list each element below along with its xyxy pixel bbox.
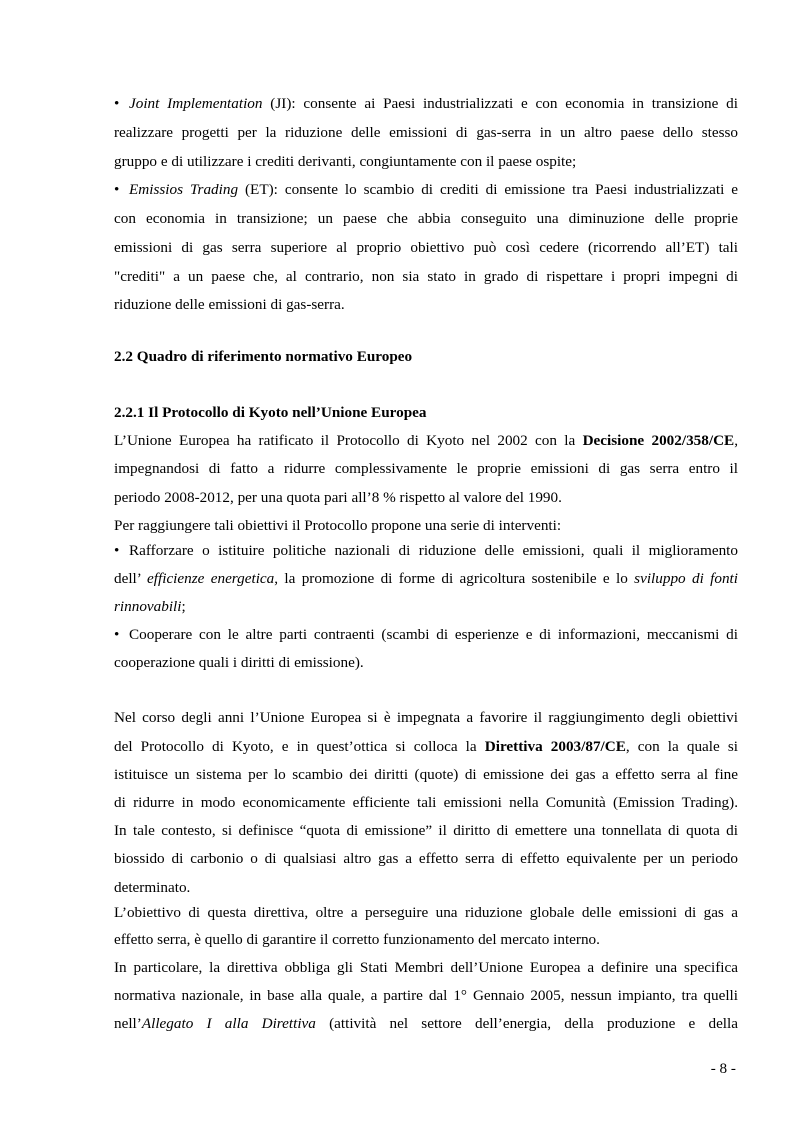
text-line — [114, 958, 738, 978]
text-line — [114, 94, 738, 114]
text-segment: L’obiettivo di questa direttiva, oltre a perseguire una riduzione globale delle emissioni di gas a — [114, 904, 738, 921]
text-segment: Rafforzare o istituire politiche nazionali di riduzione delle emissioni, quali il miglioramento — [129, 542, 738, 559]
text-segment: L’Unione Europea ha ratificato il Protocollo di Kyoto nel 2002 con la — [114, 432, 583, 449]
text-segment: biossido di carbonio o di qualsiasi altro gas a effetto serra di effetto equivalente per un periodo — [114, 850, 738, 867]
italic-text: rinnovabili — [114, 598, 182, 615]
text-line — [114, 625, 738, 645]
bullet-icon: • — [114, 181, 120, 198]
text-segment: 2.2 Quadro di riferimento normativo Europeo — [114, 348, 413, 365]
text-segment: ; — [181, 598, 186, 615]
page-number: - 8 - — [710, 1060, 736, 1077]
text-line — [114, 459, 738, 479]
text-line — [114, 209, 738, 229]
text-segment: Nel corso degli anni l’Unione Europea si è impegnata a favorire il raggiungimento degli obiettivi — [114, 709, 738, 726]
text-segment: istituisce un sistema per lo scambio dei diritti (quote) di emissione dei gas a effetto serra al fine — [114, 766, 738, 783]
text-segment: del Protocollo di Kyoto, e in quest’ottica si colloca la — [114, 738, 485, 755]
text-line — [114, 793, 738, 813]
bold-text: Direttiva 2003/87/CE — [484, 738, 626, 755]
text-segment: periodo 2008-2012, per una quota pari all’8 % rispetto al valore del 1990. — [114, 489, 562, 506]
text-line — [114, 488, 738, 508]
text-line — [114, 569, 738, 589]
text-segment: normativa nazionale, in base alla quale, a partire dal 1° Gennaio 2005, nessun impianto, tra quelli — [114, 987, 738, 1004]
text-line — [114, 849, 738, 869]
text-line — [114, 180, 738, 200]
text-segment: cooperazione quali i diritti di emissione). — [114, 654, 364, 671]
bullet-icon: • — [114, 542, 120, 559]
text-line — [114, 765, 738, 785]
text-segment: riduzione delle emissioni di gas-serra. — [114, 296, 345, 313]
text-segment: Cooperare con le altre parti contraenti (scambi di esperienze e di informazioni, meccanismi di — [129, 626, 738, 643]
text-line — [114, 878, 738, 898]
text-segment: 2.2.1 Il Protocollo di Kyoto nell’Unione Europea — [114, 404, 427, 421]
italic-text: efficienze energetica — [147, 570, 275, 587]
text-segment: (ET): consente lo scambio di crediti di emissione tra Paesi industrializzati e — [238, 181, 738, 198]
text-line — [114, 986, 738, 1006]
text-line — [114, 1014, 738, 1034]
text-line — [114, 238, 738, 258]
bullet-icon: • — [114, 95, 120, 112]
text-line — [114, 903, 738, 923]
text-line — [114, 123, 738, 143]
text-segment: , con la quale si — [625, 738, 738, 755]
text-line — [114, 295, 738, 315]
text-segment: dell’ — [114, 570, 148, 587]
text-line — [114, 431, 738, 451]
text-segment: di ridurre in modo economicamente efficiente tali emissioni nella Comunità (Emission Trading). — [114, 794, 738, 811]
text-line — [114, 516, 738, 536]
text-segment: "crediti" a un paese che, al contrario, non sia stato in grado di rispettare i propri impegni di — [114, 268, 738, 285]
text-segment: gruppo e di utilizzare i crediti derivanti, congiuntamente con il paese ospite; — [114, 153, 577, 170]
text-line — [114, 597, 738, 617]
text-segment: nell’ — [114, 1015, 142, 1032]
text-segment: In particolare, la direttiva obbliga gli Stati Membri dell’Unione Europea a definire una specifica — [114, 959, 738, 976]
text-line — [114, 653, 738, 673]
text-segment: determinato. — [114, 879, 191, 896]
text-segment: In tale contesto, si definisce “quota di emissione” il diritto di emettere una tonnellata di quota di — [114, 822, 738, 839]
text-line — [114, 708, 738, 728]
italic-text: Allegato I alla Direttiva — [141, 1015, 316, 1032]
text-segment: realizzare progetti per la riduzione delle emissioni di gas-serra in un altro paese dello stesso — [114, 124, 738, 141]
text-line — [114, 821, 738, 841]
text-segment: , — [734, 432, 738, 449]
text-segment: emissioni di gas serra superiore al proprio obiettivo può così cedere (ricorrendo all’ET) tali — [114, 239, 738, 256]
text-segment: Per raggiungere tali obiettivi il Protocollo propone una serie di interventi: — [114, 517, 562, 534]
bold-text: Decisione 2002/358/CE — [582, 432, 735, 449]
text-line — [114, 930, 738, 950]
text-segment: (JI): consente ai Paesi industrializzati e con economia in transizione di — [262, 95, 738, 112]
text-segment: (attività nel settore dell’energia, della produzione e della — [315, 1015, 738, 1032]
bullet-icon: • — [114, 626, 120, 643]
text-segment: con economia in transizione; un paese che abbia conseguito una diminuzione delle proprie — [114, 210, 738, 227]
italic-text: sviluppo di fonti — [634, 570, 738, 587]
text-line — [114, 267, 738, 287]
text-line — [114, 737, 738, 757]
text-segment: impegnandosi di fatto a ridurre complessivamente le proprie emissioni di gas serra entro il — [114, 460, 738, 477]
text-line — [114, 152, 738, 172]
text-segment: , la promozione di forme di agricoltura sostenibile e lo — [274, 570, 635, 587]
subsection-heading — [114, 403, 738, 423]
text-segment: effetto serra, è quello di garantire il corretto funzionamento del mercato interno. — [114, 931, 600, 948]
italic-text: Emissios Trading — [129, 181, 239, 198]
text-line — [114, 541, 738, 561]
section-heading — [114, 347, 738, 367]
italic-text: Joint Implementation — [129, 95, 263, 112]
